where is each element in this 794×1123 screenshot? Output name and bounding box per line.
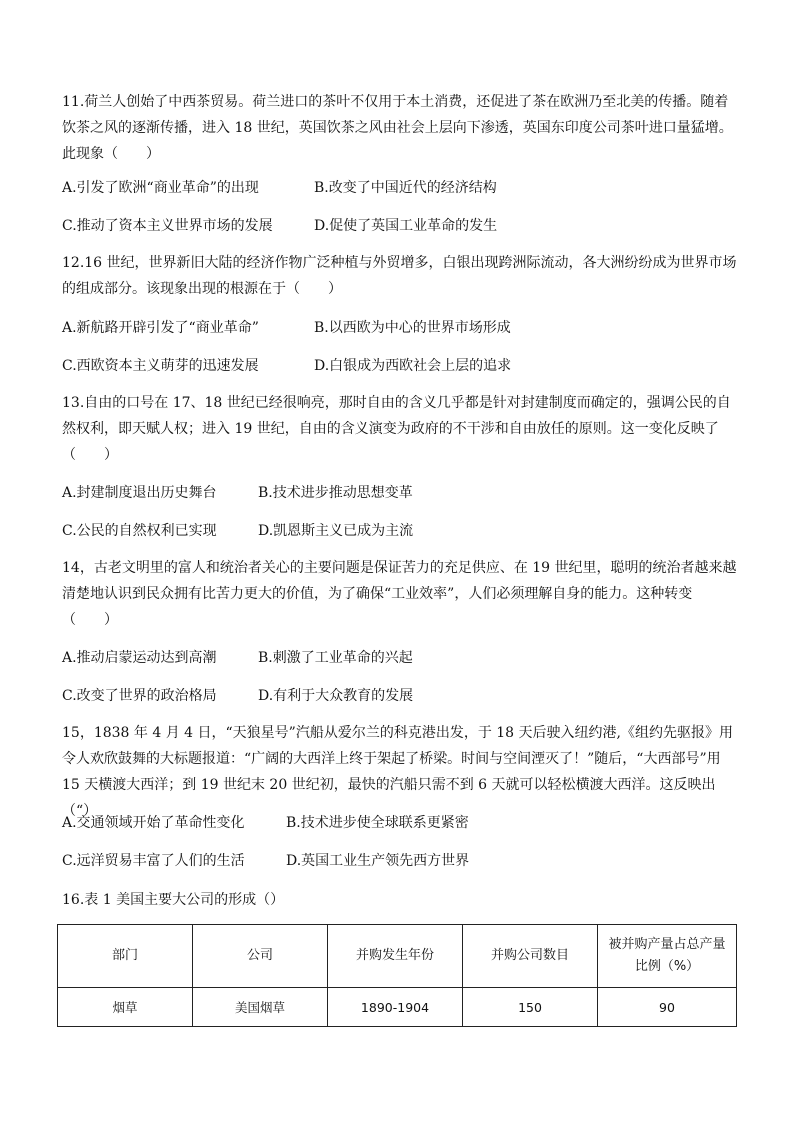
- option-15-c: C.远洋贸易丰富了人们的生活: [62, 853, 245, 869]
- table-header-cell: 部门: [58, 925, 193, 988]
- option-15-a: A.交通领域开始了革命性变化: [62, 815, 245, 831]
- option-12-b: B.以西欧为中心的世界市场形成: [314, 320, 511, 336]
- table-cell: 1890-1904: [328, 988, 463, 1027]
- table-cell: 150: [463, 988, 598, 1027]
- table-header-row: [58, 925, 737, 988]
- option-13-c: C.公民的自然权利已实现: [62, 523, 217, 539]
- option-11-a: A.引发了欧洲“商业革命”的出现: [62, 180, 259, 196]
- table-header-cell: 被并购产量占总产量比例（%）: [598, 925, 737, 988]
- table-cell: 烟草: [58, 988, 193, 1027]
- option-12-d: D.白银成为西欧社会上层的追求: [314, 358, 512, 374]
- table-header-cell: 公司: [193, 925, 328, 988]
- option-14-c: C.改变了世界的政治格局: [62, 688, 217, 704]
- option-14-a: A.推动启蒙运动达到高潮: [62, 650, 217, 666]
- option-13-b: B.技术进步推动思想变革: [258, 485, 413, 501]
- option-11-d: D.促使了英国工业革命的发生: [314, 218, 498, 234]
- option-13-a: A.封建制度退出历史舞台: [62, 485, 217, 501]
- table-cell: 90: [598, 988, 737, 1027]
- table-cell: 美国烟草: [193, 988, 328, 1027]
- question-13-stem: 13.自由的口号在 17、18 世纪已经很响亮，那时自由的含义几乎都是针对封建制度而确定的，强调公民的自然权利，即天赋人权；进入 19 世纪，自由的含义演变为政府的不干涉和自由放任的原则。这一变化反映了（ ）: [62, 395, 731, 463]
- company-table: [57, 924, 737, 1027]
- option-12-c: C.西欧资本主义萌芽的迅速发展: [62, 358, 259, 374]
- option-15-b: B.技术进步使全球联系更紧密: [286, 815, 469, 831]
- question-12-stem: 12.16 世纪，世界新旧大陆的经济作物广泛种植与外贸增多，白银出现跨洲际流动，各大洲纷纷成为世界市场的组成部分。该现象出现的根源在于（ ）: [62, 255, 737, 297]
- question-14-stem: 14，古老文明里的富人和统治者关心的主要问题是保证苦力的充足供应、在 19 世纪里，聪明的统治者越来越清楚地认识到民众拥有比苦力更大的价值，为了确保“工业效率”，人们必须理解自身的能力。这种转变（ ）: [62, 560, 737, 628]
- table-header-cell: 并购公司数目: [463, 925, 598, 988]
- table-header-cell: 并购发生年份: [328, 925, 463, 988]
- option-13-d: D.凯恩斯主义已成为主流: [258, 523, 414, 539]
- question-11-stem: 11.荷兰人创始了中西茶贸易。荷兰进口的茶叶不仅用于本土消费，还促进了茶在欧洲乃至北美的传播。随着饮茶之风的逐渐传播，进入 18 世纪，英国饮茶之风由社会上层向下渗透，英国东印度公司茶叶进口量猛增。此现象（ ）: [62, 94, 733, 162]
- question-15-stem: 15，1838 年 4 月 4 日，“天狼星号”汽船从爱尔兰的科克港出发，于 18 天后驶入纽约港,《组约先驱报》用令人欢欣鼓舞的大标题报道：“广阔的大西洋上终于架起了桥梁。时间与空间湮灭了！”随后，“大西部号”用 15 天横渡大西洋；到 19 世纪末 20 世纪初，最快的汽船只需不到 6 天就可以轻松横渡大西洋。这反映出（“）: [62, 725, 733, 819]
- option-15-d: D.英国工业生产领先西方世界: [286, 853, 470, 869]
- table-title: 16.表 1 美国主要大公司的形成（）: [62, 892, 285, 908]
- option-12-a: A.新航路开辟引发了“商业革命”: [62, 320, 259, 336]
- option-14-d: D.有利于大众教育的发展: [258, 688, 414, 704]
- option-11-c: C.推动了资本主义世界市场的发展: [62, 218, 273, 234]
- table-row: [58, 988, 737, 1027]
- option-14-b: B.刺激了工业革命的兴起: [258, 650, 413, 666]
- option-11-b: B.改变了中国近代的经济结构: [314, 180, 497, 196]
